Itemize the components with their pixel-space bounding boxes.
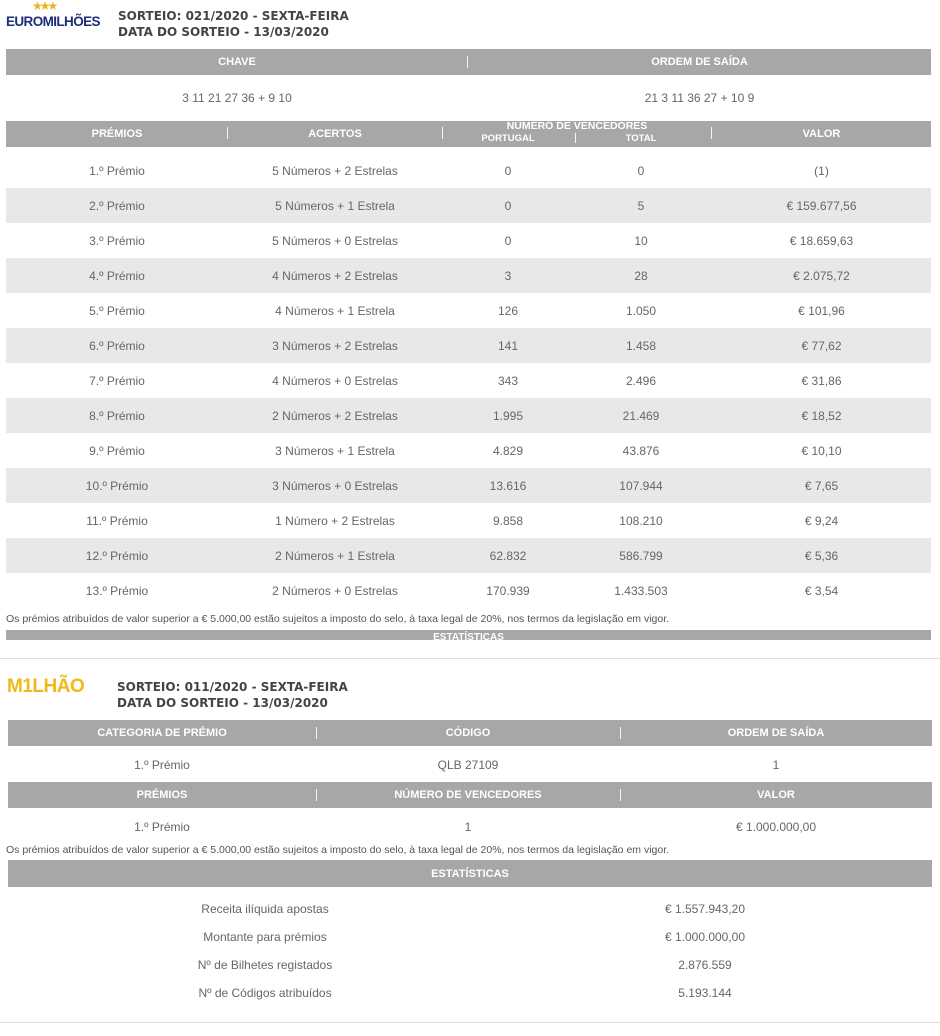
euro-tax-note: Os prémios atribuídos de valor superior a € 5.000,00 estão sujeitos a imposto do selo, à taxa legal de 20%, nos termos da legislação em vigor. bbox=[6, 613, 670, 625]
total-cell: 1.458 bbox=[625, 338, 657, 353]
premio-cell: 3.º Prémio bbox=[89, 233, 145, 248]
milhao-estatisticas-header[interactable] bbox=[8, 860, 932, 887]
ordem-saida-header: ORDEM DE SAÍDA bbox=[651, 56, 748, 68]
total-cell: 1.050 bbox=[625, 303, 657, 318]
total-cell: 586.799 bbox=[619, 548, 663, 563]
total-cell: 107.944 bbox=[619, 478, 663, 493]
portugal-cell: 141 bbox=[497, 338, 519, 353]
valor-cell: (1) bbox=[814, 163, 829, 178]
table-row bbox=[6, 223, 931, 258]
premio-cell: 8.º Prémio bbox=[89, 408, 145, 423]
milhao-category-header bbox=[8, 720, 932, 746]
milhao-sorteio: SORTEIO: 011/2020 - SEXTA-FEIRA bbox=[117, 680, 348, 694]
stars-icon: ★★★ bbox=[32, 0, 56, 13]
portugal-cell: 3 bbox=[504, 268, 512, 283]
portugal-cell: 4.829 bbox=[492, 443, 524, 458]
stat-value: € 1.557.943,20 bbox=[664, 902, 746, 916]
acertos-cell: 5 Números + 1 Estrela bbox=[275, 198, 395, 213]
premio-cell: 12.º Prémio bbox=[85, 548, 149, 563]
euro-prize-table-header bbox=[6, 121, 931, 147]
acertos-cell: 2 Números + 0 Estrelas bbox=[272, 583, 398, 598]
acertos-cell: 1 Número + 2 Estrelas bbox=[275, 513, 395, 528]
acertos-cell: 3 Números + 0 Estrelas bbox=[272, 478, 398, 493]
table-row bbox=[6, 363, 931, 398]
table-row bbox=[6, 328, 931, 363]
portugal-cell: 126 bbox=[497, 303, 519, 318]
milhao-tax-note: Os prémios atribuídos de valor superior a € 5.000,00 estão sujeitos a imposto do selo, à taxa legal de 20%, nos termos da legislação em vigor. bbox=[6, 844, 670, 856]
section-divider bbox=[0, 658, 940, 659]
acertos-cell: 4 Números + 2 Estrelas bbox=[272, 268, 398, 283]
euro-estatisticas-bar[interactable] bbox=[6, 630, 931, 640]
acertos-cell: 4 Números + 0 Estrelas bbox=[272, 373, 398, 388]
portugal-cell: 0 bbox=[504, 233, 512, 248]
premio-cell: 6.º Prémio bbox=[89, 338, 145, 353]
bottom-divider bbox=[0, 1022, 940, 1023]
premio-cell: 4.º Prémio bbox=[89, 268, 145, 283]
acertos-cell: 3 Números + 1 Estrela bbox=[275, 443, 395, 458]
portugal-header: PORTUGAL bbox=[481, 132, 535, 144]
valor-cell: € 159.677,56 bbox=[786, 198, 857, 213]
milhao-valor-header: VALOR bbox=[757, 789, 795, 801]
acertos-cell: 4 Números + 1 Estrela bbox=[275, 303, 395, 318]
acertos-cell: 3 Números + 2 Estrelas bbox=[272, 338, 398, 353]
portugal-cell: 62.832 bbox=[489, 548, 527, 563]
total-cell: 108.210 bbox=[619, 513, 663, 528]
table-row bbox=[6, 398, 931, 433]
valor-cell: € 3,54 bbox=[804, 583, 839, 598]
table-row bbox=[6, 538, 931, 573]
acertos-cell: 2 Números + 1 Estrela bbox=[275, 548, 395, 563]
acertos-cell: 5 Números + 2 Estrelas bbox=[272, 163, 398, 178]
stat-label: Nº de Códigos atribuídos bbox=[198, 986, 332, 1000]
milhao-data-sorteio: DATA DO SORTEIO - 13/03/2020 bbox=[117, 696, 328, 710]
acertos-cell: 2 Números + 2 Estrelas bbox=[272, 408, 398, 423]
vencedores-header: NÚMERO DE VENCEDORES bbox=[506, 120, 648, 132]
premio-cell: 9.º Prémio bbox=[89, 443, 145, 458]
euro-ordem-value: 21 3 11 36 27 + 10 9 bbox=[644, 91, 755, 105]
premio-cell: 2.º Prémio bbox=[89, 198, 145, 213]
euro-key-header bbox=[6, 49, 931, 75]
milhao-draw-info bbox=[117, 679, 348, 711]
milhao-categoria-value: 1.º Prémio bbox=[134, 758, 190, 772]
milhao-ordem-header: ORDEM DE SAÍDA bbox=[727, 727, 825, 739]
euro-sorteio: SORTEIO: 021/2020 - SEXTA-FEIRA bbox=[118, 9, 349, 23]
acertos-cell: 5 Números + 0 Estrelas bbox=[272, 233, 398, 248]
total-cell: 21.469 bbox=[622, 408, 660, 423]
euro-chave-value: 3 11 21 27 36 + 9 10 bbox=[182, 91, 292, 105]
stat-label: Nº de Bilhetes registados bbox=[197, 958, 333, 972]
valor-cell: € 2.075,72 bbox=[793, 268, 850, 283]
total-cell: 5 bbox=[637, 198, 645, 213]
categoria-header: CATEGORIA DE PRÉMIO bbox=[97, 727, 227, 739]
table-row bbox=[6, 188, 931, 223]
portugal-cell: 0 bbox=[504, 198, 512, 213]
total-cell: 0 bbox=[637, 163, 645, 178]
premio-cell: 10.º Prémio bbox=[85, 478, 149, 493]
euro-data-sorteio: DATA DO SORTEIO - 13/03/2020 bbox=[118, 25, 329, 39]
table-row bbox=[6, 153, 931, 188]
valor-cell: € 18,52 bbox=[801, 408, 842, 423]
milhao-vencedores-value: 1 bbox=[464, 820, 472, 834]
stat-label: Receita ilíquida apostas bbox=[201, 902, 329, 916]
total-cell: 1.433.503 bbox=[614, 583, 668, 598]
codigo-header: CÓDIGO bbox=[445, 727, 491, 739]
table-row bbox=[6, 573, 931, 608]
total-cell: 2.496 bbox=[625, 373, 657, 388]
portugal-cell: 13.616 bbox=[489, 478, 527, 493]
milhao-premio-value: 1.º Prémio bbox=[134, 820, 190, 834]
milhao-premios-header: PRÉMIOS bbox=[136, 789, 188, 801]
stat-value: € 1.000.000,00 bbox=[664, 930, 746, 944]
chave-header: CHAVE bbox=[218, 56, 256, 68]
total-cell: 10 bbox=[634, 233, 648, 248]
euromilhoes-logo: ★★★ EUROMILHÕES bbox=[6, 0, 100, 29]
premio-cell: 5.º Prémio bbox=[89, 303, 145, 318]
premio-cell: 11.º Prémio bbox=[86, 513, 148, 528]
premio-cell: 7.º Prémio bbox=[89, 373, 145, 388]
portugal-cell: 9.858 bbox=[492, 513, 524, 528]
portugal-cell: 0 bbox=[504, 163, 512, 178]
milhao-prize-header bbox=[8, 782, 932, 808]
stat-value: 2.876.559 bbox=[678, 958, 732, 972]
valor-cell: € 7,65 bbox=[804, 478, 839, 493]
valor-cell: € 18.659,63 bbox=[789, 233, 854, 248]
premios-header: PRÉMIOS bbox=[91, 128, 143, 140]
portugal-cell: 1.995 bbox=[492, 408, 524, 423]
valor-cell: € 9,24 bbox=[804, 513, 839, 528]
acertos-header: ACERTOS bbox=[308, 128, 362, 140]
milhao-logo: M1LHÃO bbox=[7, 676, 85, 697]
stat-label: Montante para prémios bbox=[203, 930, 327, 944]
milhao-codigo-value: QLB 27109 bbox=[437, 758, 499, 772]
table-row bbox=[6, 258, 931, 293]
milhao-ordem-value: 1 bbox=[772, 758, 780, 772]
valor-cell: € 10,10 bbox=[801, 443, 842, 458]
total-cell: 28 bbox=[634, 268, 648, 283]
euro-estatisticas-label: ESTATÍSTICAS bbox=[433, 632, 504, 640]
portugal-cell: 170.939 bbox=[486, 583, 530, 598]
premio-cell: 13.º Prémio bbox=[85, 583, 149, 598]
euro-draw-info bbox=[118, 8, 349, 40]
valor-cell: € 31,86 bbox=[801, 373, 842, 388]
portugal-cell: 343 bbox=[497, 373, 519, 388]
table-row bbox=[6, 503, 931, 538]
table-row bbox=[6, 468, 931, 503]
table-row bbox=[6, 433, 931, 468]
milhao-valor-value: € 1.000.000,00 bbox=[735, 820, 817, 834]
valor-cell: € 5,36 bbox=[804, 548, 839, 563]
stat-value: 5.193.144 bbox=[678, 986, 732, 1000]
valor-cell: € 101,96 bbox=[798, 303, 845, 318]
premio-cell: 1.º Prémio bbox=[89, 163, 145, 178]
valor-cell: € 77,62 bbox=[801, 338, 842, 353]
milhao-vencedores-header: NÚMERO DE VENCEDORES bbox=[394, 789, 542, 801]
valor-header: VALOR bbox=[802, 128, 841, 140]
total-header: TOTAL bbox=[625, 132, 657, 144]
total-cell: 43.876 bbox=[622, 443, 660, 458]
milhao-estatisticas-label: ESTATÍSTICAS bbox=[431, 867, 509, 880]
table-row bbox=[6, 293, 931, 328]
